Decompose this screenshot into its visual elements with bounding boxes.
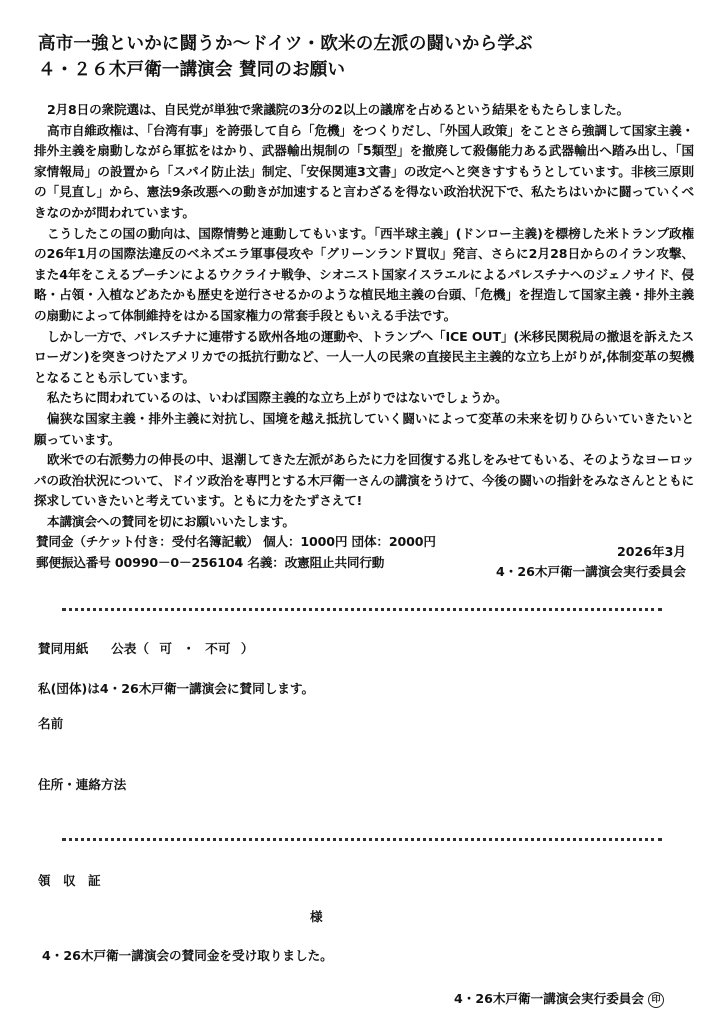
- paragraph-resistance: しかし一方で、パレスチナに連帯する欧州各地の運動や、トランプへ「ICE OUT」(米移民関税局の撤退を訴えたスローガン)を突きつけたアメリカでの抵抗行動など、一人一人の民衆の直接民主主義的な立ち上がりが,体制変革の契機となることも示しています。: [34, 328, 694, 385]
- paragraph-international: こうしたこの国の動向は、国際情勢と連動してもいます。「西半球主義」(ドンロー主義)を標榜した米トランプ政権の26年1月の国際法違反のベネズエラ軍事侵攻や「グリーンランド買収」発言、さらに2月28日からのイラン攻撃、また4年をこえるプーチンによるウクライナ戦争、シオニスト国家イスラエルによるパレスチナへのジェノサイド、侵略・占領・入植などあたかも歴史を逆行させるかのような植民地主義の台頭、「危機」を捏造して国家主義・排外主義の扇動によって体制維持をはかる国家権力の常套手段ともいえる手法です。: [34, 225, 694, 323]
- approval-form-header: [38, 640, 253, 658]
- cut-line-divider-receipt: [62, 838, 662, 841]
- fee-info: 賛同金（チケット付き：受付名簿記載） 個人：1000円 団体：2000円: [36, 534, 436, 550]
- publish-option-yes[interactable]: 可: [159, 641, 172, 656]
- receipt-issuer: [454, 990, 664, 1008]
- paragraph-election: 2月8日の衆院選は、自民党が単独で衆議院の3分の2以上の議席を占めるという結果をもたらしました。: [47, 102, 629, 117]
- address-field-label: 住所・連絡方法: [38, 777, 127, 792]
- title-main: 高市一強といかに闘うか〜ドイツ・欧米の左派の闘いから学ぶ: [38, 34, 533, 54]
- receipt-honorific: 様: [310, 909, 323, 924]
- approval-declaration: 私(団体)は4・26木戸衛一講演会に賛同します。: [38, 681, 315, 696]
- form-heading: 賛同用紙: [38, 641, 89, 656]
- committee-name: 4・26木戸衛一講演会実行委員会: [495, 564, 686, 579]
- publish-option-no[interactable]: 不可: [205, 641, 231, 656]
- cut-line-divider: [62, 608, 662, 611]
- receipt-org-name: 4・26木戸衛一講演会実行委員会: [453, 991, 644, 1006]
- issue-date: 2026年3月: [616, 544, 686, 559]
- publish-separator: ・: [182, 641, 195, 656]
- paragraph-hope: 偏狭な国家主義・排外主義に対抗し、国境を越え抵抗していく闘いによって変革の未来を切りひらいていきたいと願っています。: [34, 410, 694, 447]
- postal-info: 郵便振込番号 00990－0－256104 名義：改憲阻止共同行動: [36, 555, 385, 571]
- paragraph-request: 本講演会への賛同を切にお願いいたします。: [47, 513, 295, 529]
- name-field-label: 名前: [38, 716, 64, 731]
- title-sub: ４・２６木戸衛一講演会 賛同のお願い: [38, 60, 346, 80]
- receipt-heading: 領 収 証: [38, 873, 105, 888]
- paragraph-question: 私たちに問われているのは、いわば国際主義的な立ち上がりではないでしょうか。: [47, 390, 508, 406]
- publish-close: ）: [240, 641, 254, 656]
- seal-icon: 印: [648, 992, 664, 1008]
- receipt-statement: 4・26木戸衛一講演会の賛同金を受け取りました。: [42, 948, 333, 963]
- publish-label: 公表（: [111, 641, 149, 656]
- paragraph-government: 高市自維政権は、「台湾有事」を誇張して自ら「危機」をつくりだし、「外国人政策」をことさら強調して国家主義・排外主義を扇動しながら軍拡をはかり、武器輸出規制の「5類型」を撤廃して殺傷能力ある武器輸出へ踏み出し、「国家情報局」の設置から「スパイ防止法」制定、「安保関連3文書」の改定へと突きすすもうとしています。非核三原則の「見直し」から、憲法9条改悪への動きが加速すると言わざるを得ない政治状況下で、私たちはいかに闘っていくべきなのかが問われています。: [34, 122, 694, 220]
- paragraph-lecture: 欧米での右派勢力の伸長の中、退潮してきた左派があらたに力を回復する兆しをみせてもいる、そのようなヨーロッパの政治状況について、ドイツ政治を専門とする木戸衛一さんの講演をうけて、今後の闘いの指針をみなさんとともに探求していきたいと考えています。ともに力をたずさえて!: [34, 452, 694, 509]
- appeal-body: [34, 100, 694, 574]
